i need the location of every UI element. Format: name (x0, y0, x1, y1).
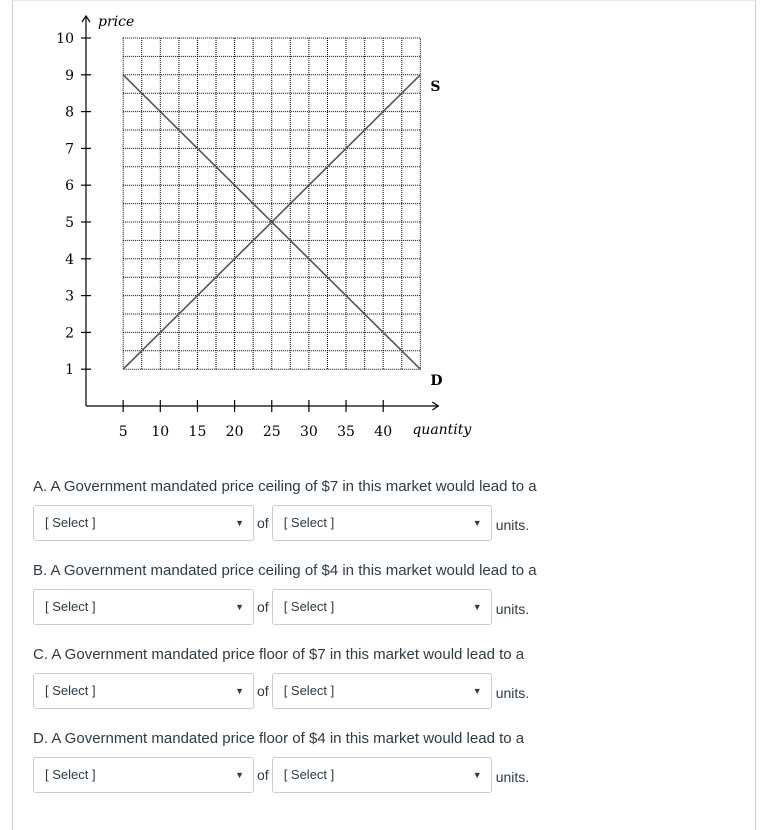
y-tick-label: 4 (65, 251, 74, 268)
y-tick-label: 6 (65, 178, 74, 195)
of-label: of (257, 515, 269, 531)
caret-down-icon: ▼ (235, 686, 244, 696)
caret-down-icon: ▼ (472, 686, 482, 696)
x-tick-label: 40 (374, 424, 393, 440)
quantity-select[interactable] (272, 589, 492, 625)
x-tick-label: 10 (151, 424, 170, 440)
answer-row (33, 505, 733, 541)
y-tick-label: 1 (65, 362, 74, 379)
question-a (33, 477, 733, 541)
y-axis-label: price (98, 14, 135, 30)
of-label: of (257, 683, 269, 699)
question-b (33, 561, 733, 625)
units-label: units. (495, 600, 530, 617)
question-d (33, 729, 733, 793)
of-label: of (257, 767, 269, 783)
units-label: units. (495, 684, 530, 701)
y-tick-label: 7 (65, 141, 74, 158)
select-value: [ Select ] (45, 767, 96, 782)
x-tick-label: 30 (299, 424, 318, 440)
y-tick-label: 8 (65, 104, 74, 121)
shortage-surplus-select[interactable] (33, 757, 254, 793)
caret-down-icon: ▼ (472, 602, 482, 612)
shortage-surplus-select[interactable] (33, 505, 254, 541)
select-value: [ Select ] (283, 767, 335, 782)
y-tick-label: 9 (65, 67, 74, 84)
y-tick-label: 10 (56, 31, 74, 47)
select-value: [ Select ] (45, 683, 96, 698)
answer-row (33, 673, 733, 709)
y-tick-label: 3 (65, 288, 74, 305)
quantity-select[interactable] (272, 505, 492, 541)
x-tick-label: 20 (225, 424, 244, 440)
select-value: [ Select ] (283, 599, 335, 614)
quantity-select[interactable] (272, 757, 492, 793)
x-tick-label: 25 (262, 424, 281, 440)
caret-down-icon: ▼ (235, 770, 244, 780)
shortage-surplus-select[interactable] (33, 673, 254, 709)
units-label: units. (495, 516, 530, 533)
units-label: units. (495, 768, 530, 785)
x-tick-label: 35 (337, 424, 355, 440)
answer-row (33, 757, 733, 793)
question-prompt: B. A Government mandated price ceiling of $4 in this market would lead to a (33, 562, 537, 579)
select-value: [ Select ] (45, 515, 96, 530)
series-label-s: S (430, 78, 441, 95)
caret-down-icon: ▼ (472, 518, 482, 528)
y-tick-label: 2 (65, 325, 74, 342)
caret-down-icon: ▼ (472, 770, 482, 780)
of-label: of (257, 599, 269, 615)
quantity-select[interactable] (272, 673, 492, 709)
x-axis-label: quantity (412, 422, 472, 438)
question-prompt: D. A Government mandated price floor of $4 in this market would lead to a (33, 730, 525, 747)
x-tick-label: 5 (118, 424, 128, 440)
question-c (33, 645, 733, 709)
caret-down-icon: ▼ (235, 518, 244, 528)
series-label-d: D (430, 373, 443, 390)
select-value: [ Select ] (283, 683, 335, 698)
select-value: [ Select ] (283, 515, 335, 530)
caret-down-icon: ▼ (235, 602, 244, 612)
question-prompt: A. A Government mandated price ceiling of $7 in this market would lead to a (33, 478, 537, 495)
answer-row (33, 589, 733, 625)
shortage-surplus-select[interactable] (33, 589, 254, 625)
y-tick-label: 5 (65, 215, 74, 231)
select-value: [ Select ] (45, 599, 96, 614)
x-tick-label: 15 (188, 424, 207, 440)
question-prompt: C. A Government mandated price floor of $7 in this market would lead to a (33, 646, 525, 663)
